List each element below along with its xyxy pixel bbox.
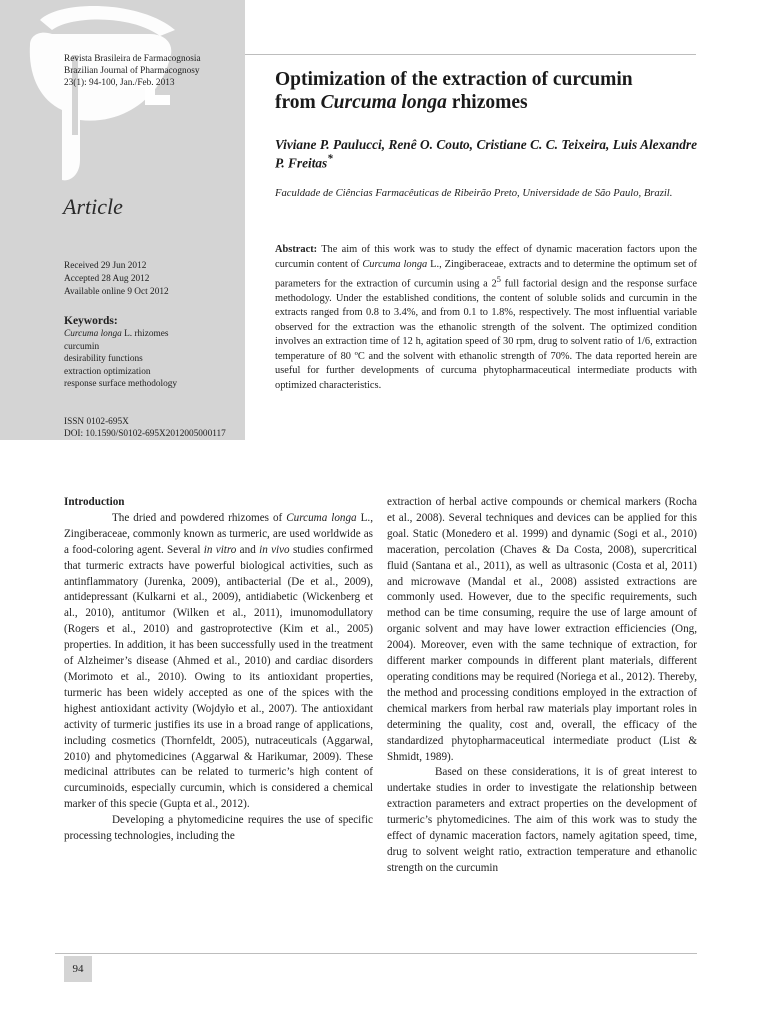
paragraph: Based on these considerations, it is of great interest to undertake studies in order to investigate the relationship between extraction parameters and extract properties on the development of turmeric’s phytomedicines. The aim of this work was to study the effect of dynamic maceration factors, namely agitation speed, time, drug to solvent weight ratio, extraction temperature and ethanolic strength on the curcumin (387, 766, 697, 874)
available-date: Available online 9 Oct 2012 (64, 287, 169, 297)
publication-ids (64, 417, 226, 440)
keyword-item: desirability functions (64, 354, 143, 365)
body-column-left (64, 495, 373, 845)
abstract-label: Abstract: (275, 244, 318, 255)
section-heading-introduction: Introduction (64, 496, 125, 508)
received-date: Received 29 Jun 2012 (64, 261, 147, 271)
page-number: 94 (64, 956, 92, 982)
journal-name-en: Brazilian Journal of Pharmacognosy (64, 66, 200, 76)
article-type-label: Article (63, 194, 123, 219)
journal-info (64, 53, 201, 89)
keywords-list (64, 328, 177, 391)
corresponding-author-mark: * (327, 153, 333, 165)
paragraph: The dried and powdered rhizomes of Curcuma longa L., Zingiberaceae, commonly known as turmeric, are used worldwide as a food-coloring agent. Several in vitro and in vivo studies confirmed that turmeric extracts have powerful biological activities, such as antinflammatory (Jurenka, 2009), antibacterial (De et al., 2009), antidepressant (Kulkarni et al., 2009), antidiabetic (Wickenberg et al., 2010), antitumor (Wilken et al., 2011), imunomodullatory (Rogers et al., 2010) and gastroprotective (Kim et al., 2005) properties. In addition, it has been successfully used in the treatment of Alzheimer’s disease (Ahmed et al., 2010) and cardiac disorders (Morimoto et al., 2010). Owing to its antioxidant properties, turmeric has been widely accepted as one of the spices with the highest antioxidant activity (Wojdyło et al., 2007). The antioxidant activity of turmeric justifies its use in a broad range of applications, including cosmetics (Thornfeldt, 2005), nutraceuticals (Aggarwal, 2010) and phytomedicines (Aggarwal & Harikumar, 2009). These medicinal attributes can be related to turmeric’s high content of curcuminoids, especially curcumin, which is considered a chemical marker of this specie (Gupta et al., 2012). (64, 511, 373, 811)
body-column-right (387, 495, 697, 877)
journal-issue: 23(1): 94-100, Jan./Feb. 2013 (64, 78, 175, 88)
sidebar-panel (0, 0, 245, 440)
abstract: Abstract: The aim of this work was to study the effect of dynamic maceration factors upon the curcumin content of Curcuma longa L., Zingiberaceae, extracts and to determine the optimum set of parameters for the extraction of curcumin using a $2^5$ full factorial design and the response surface methodology. Under the established conditions, the content of soluble solids and curcumin in the extracts ranged from 0.8 to 3.4%, and from 0.1 to 1.8%, respectively. The most influential variable observed for the extraction was the ethanolic strength of the solvent. The optimized condition involves an extraction time of 12 h, agitation speed of 30 rpm, drug to solvent ratio of 1/6, extraction temperature of 80 ºC and the solvent with ethanolic strength of 70%. The data reported herein are useful for further developments of curcuma phytopharmaceutical intermediate products with optimized characteristics. (275, 244, 697, 391)
keyword-item: Curcuma longa L. rhizomes (64, 329, 169, 339)
keyword-item: response surface methodology (64, 379, 178, 390)
keyword-item: curcumin (64, 341, 100, 352)
journal-name-pt: Revista Brasileira de Farmacognosia (64, 54, 201, 64)
article-dates (64, 260, 169, 299)
keyword-item: extraction optimization (64, 366, 151, 377)
paragraph: Developing a phytomedicine requires the use of specific processing technologies, including the (64, 814, 373, 843)
article-title: Optimization of the extraction of curcumin from Curcuma longa rhizomes (275, 69, 633, 113)
affiliation: Faculdade de Ciências Farmacêuticas de Ribeirão Preto, Universidade de São Paulo, Brazil. (275, 188, 673, 199)
issn: ISSN 0102-695X (64, 417, 129, 427)
footer-divider (55, 953, 697, 954)
header-divider (245, 54, 696, 55)
accepted-date: Accepted 28 Aug 2012 (64, 274, 150, 284)
doi: DOI: 10.1590/S0102-695X2012005000117 (64, 428, 226, 439)
author-list: Viviane P. Paulucci, Renê O. Couto, Cristiane C. C. Teixeira, Luis Alexandre P. Freitas* (275, 137, 697, 171)
keywords-heading: Keywords: (64, 315, 118, 327)
journal-logo-icon (0, 0, 245, 200)
paragraph: extraction of herbal active compounds or chemical markers (Rocha et al., 2008). Several techniques and devices can be applied for this goal. Static (Monedero et al. 1999) and dynamic (Sogi et al., 2010) maceration, percolation (Chaves & Da Costa, 2008), supercritical fluid (Santana et al., 2011), as well as ultrasonic (Costa et al, 2011) and microwave (Mandal et al., 2008) assisted extractions are commonly used. However, due to the specific requirements, such method can be time consuming, require the use of large amount of organic solvent and may have lower extraction efficiencies (Ong, 2004). Moreover, even with the same technique of extraction, for different marker compounds in different plant materials, different operating conditions may be required (Noriega et al., 2012). Thereby, the method and processing conditions employed in the extraction of chemical markers from herbal raw materials play important roles in determining the quality, cost and, overall, the efficacy of the standardized phytopharmaceutical intermediate product (List & Shmidt, 1989). (387, 496, 697, 763)
